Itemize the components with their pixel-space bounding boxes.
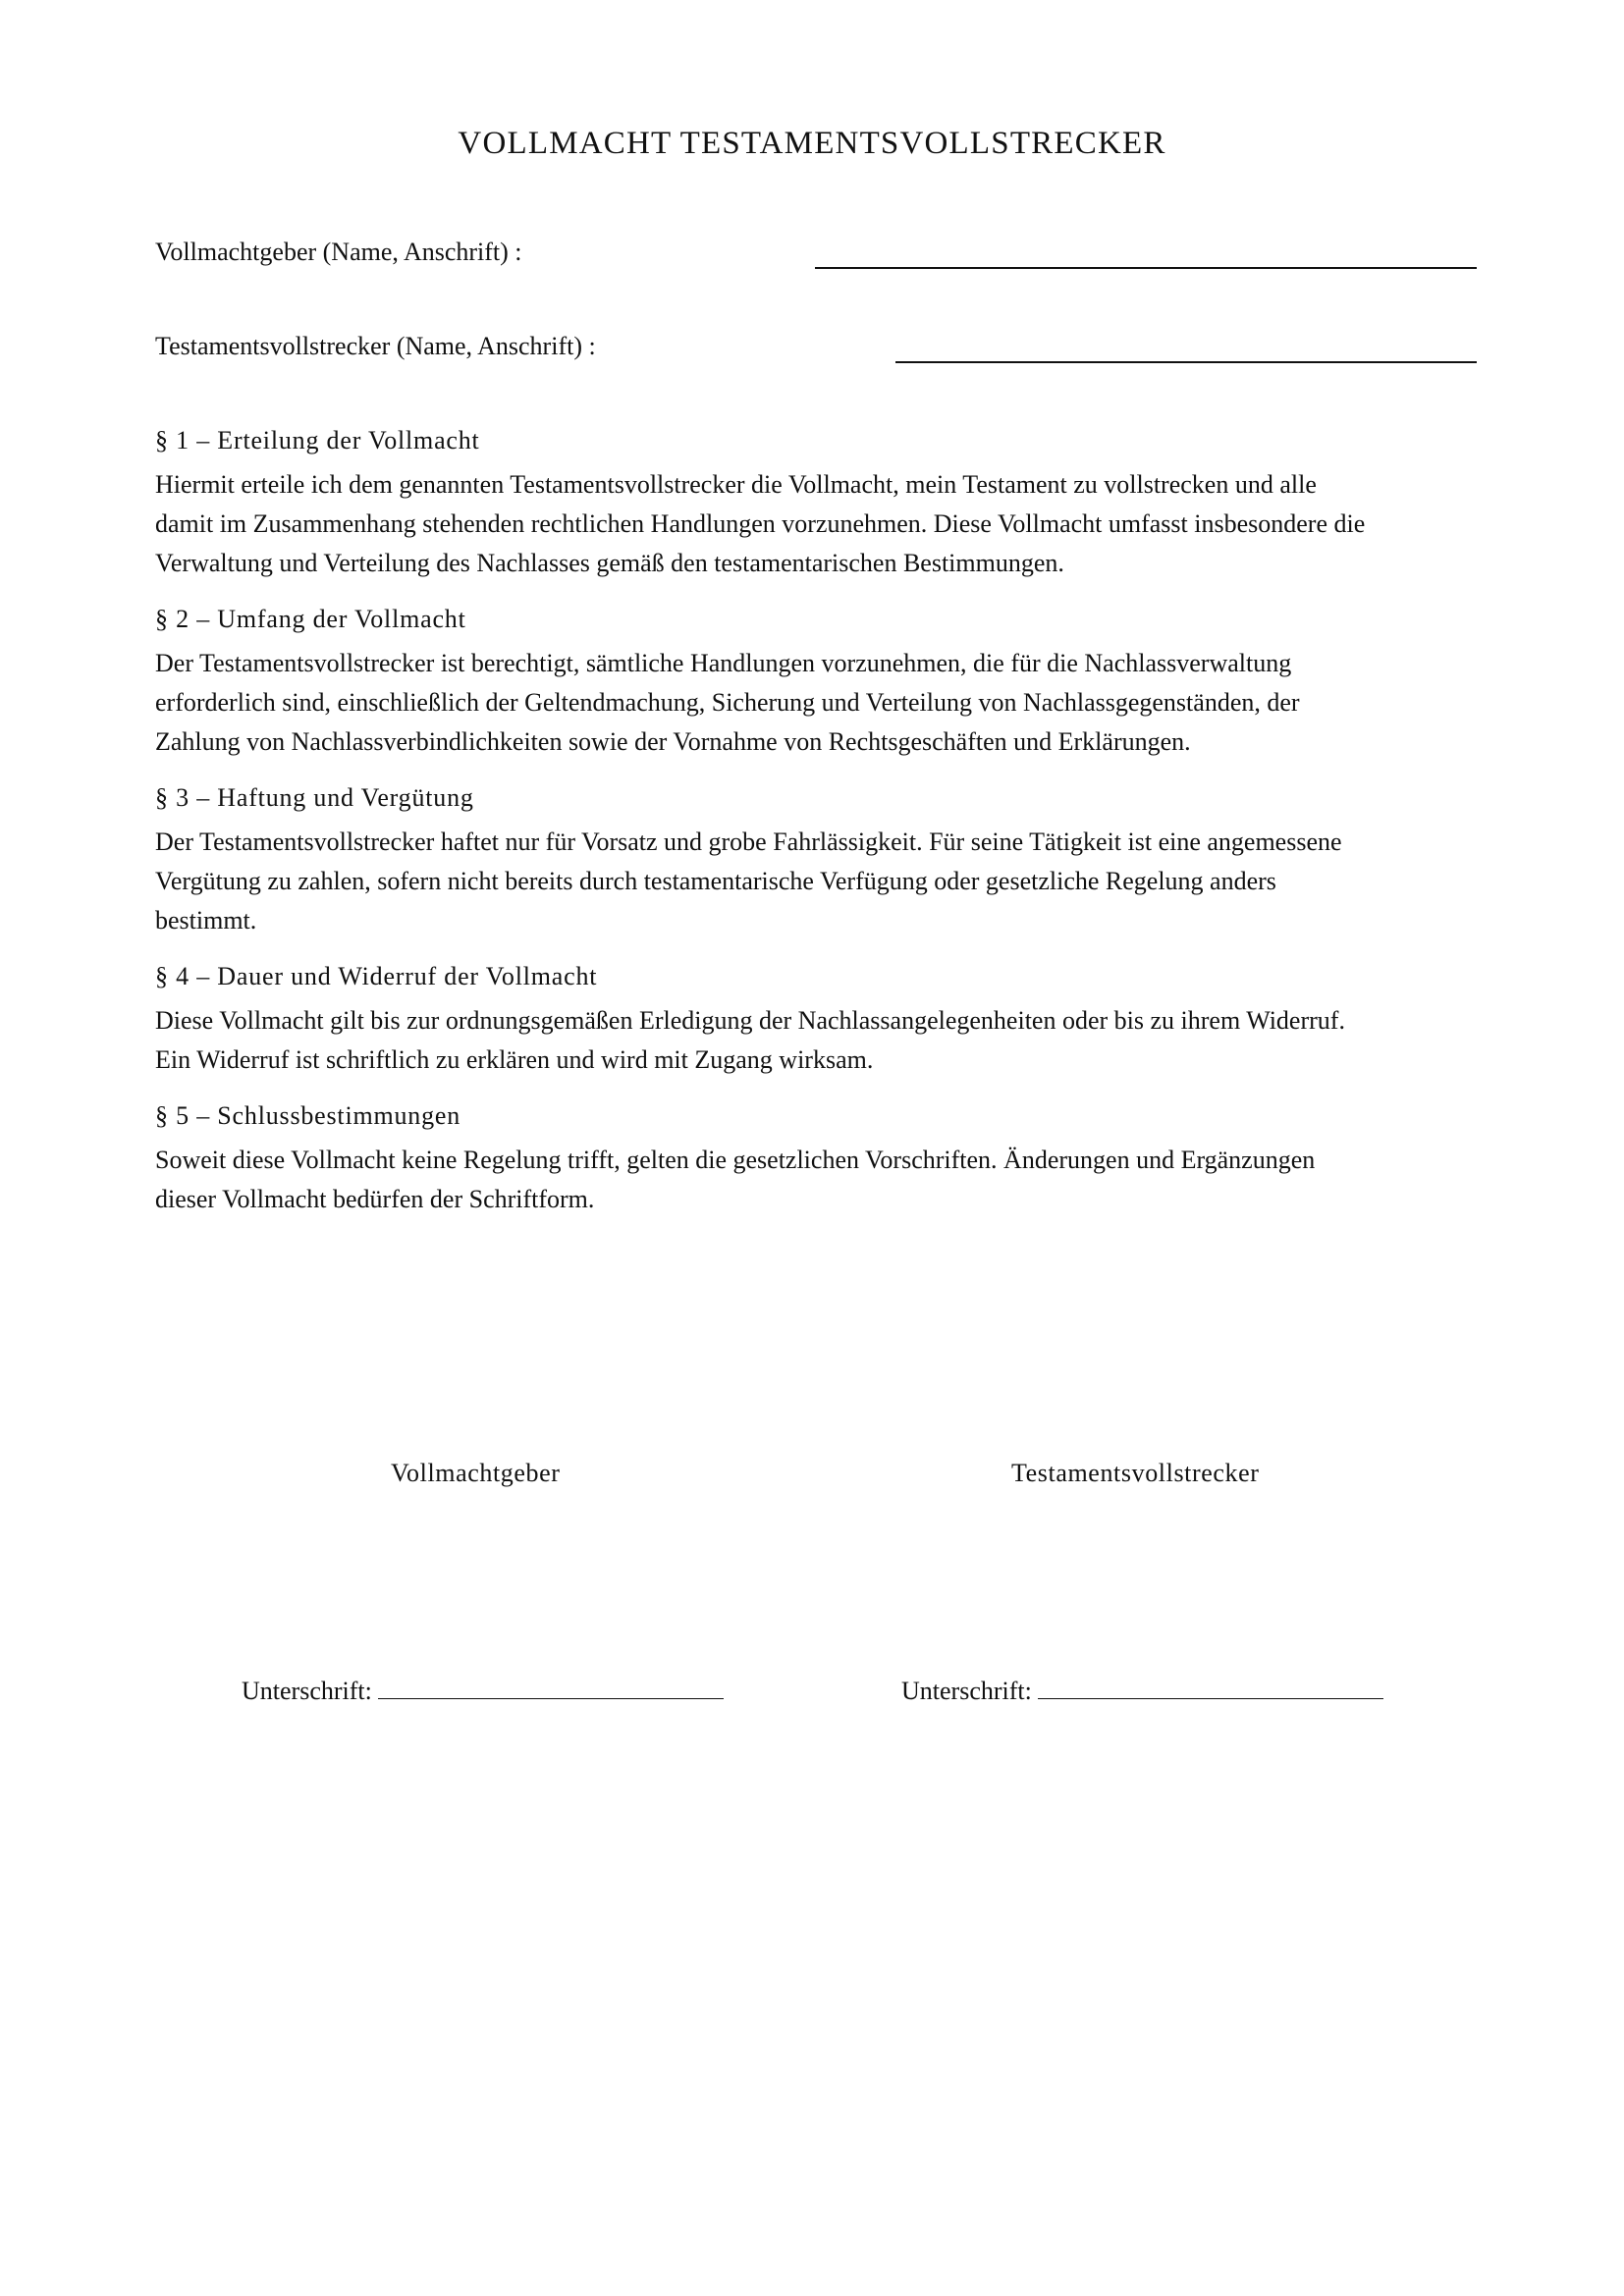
section-text-line: damit im Zusammenhang stehenden rechtlichen Handlungen vorzunehmen. Diese Vollmacht umfasst insbesondere die [155, 509, 1366, 538]
section-body [155, 644, 1477, 762]
grantor-role-label: Vollmachtgeber [391, 1459, 561, 1487]
section-body [155, 1001, 1477, 1080]
section-text-line: dieser Vollmacht bedürfen der Schriftform. [155, 1185, 595, 1213]
section-body [155, 465, 1477, 583]
section-heading: § 1 – Erteilung der Vollmacht [155, 426, 480, 454]
executor-label: Testamentsvollstrecker (Name, Anschrift) : [155, 332, 596, 360]
grantor-label: Vollmachtgeber (Name, Anschrift) : [155, 238, 522, 266]
section-heading: § 3 – Haftung und Vergütung [155, 783, 474, 812]
grantor-fill-line[interactable] [815, 267, 1477, 269]
section-1 [155, 424, 1477, 583]
grantor-field [155, 236, 1477, 275]
section-heading: § 4 – Dauer und Widerruf der Vollmacht [155, 962, 598, 990]
grantor-signature-line[interactable] [378, 1698, 724, 1699]
signature-label: Unterschrift: [901, 1677, 1032, 1705]
section-heading: § 2 – Umfang der Vollmacht [155, 605, 466, 633]
section-text-line: Vergütung zu zahlen, sofern nicht bereits durch testamentarische Verfügung oder gesetzliche Regelung anders [155, 867, 1276, 895]
section-3 [155, 781, 1477, 940]
section-2 [155, 603, 1477, 762]
section-text-line: erforderlich sind, einschließlich der Geltendmachung, Sicherung und Verteilung von Nachlassgegenständen, der [155, 688, 1300, 717]
section-text-line: Diese Vollmacht gilt bis zur ordnungsgemäßen Erledigung der Nachlassangelegenheiten oder bis zu ihrem Widerruf. [155, 1006, 1345, 1035]
section-text-line: Der Testamentsvollstrecker haftet nur für Vorsatz und grobe Fahrlässigkeit. Für seine Tätigkeit ist eine angemessene [155, 828, 1342, 856]
section-text-line: Ein Widerruf ist schriftlich zu erklären und wird mit Zugang wirksam. [155, 1045, 874, 1074]
executor-role-label: Testamentsvollstrecker [1011, 1459, 1260, 1487]
section-heading: § 5 – Schlussbestimmungen [155, 1101, 461, 1130]
document-title: VOLLMACHT TESTAMENTSVOLLSTRECKER [458, 126, 1166, 161]
section-text-line: Verwaltung und Verteilung des Nachlasses gemäß den testamentarischen Bestimmungen. [155, 549, 1064, 577]
section-body [155, 823, 1477, 940]
section-4 [155, 960, 1477, 1080]
signature-label: Unterschrift: [242, 1677, 372, 1705]
executor-signature-block [901, 1675, 1383, 1708]
section-body [155, 1141, 1477, 1219]
sections [155, 424, 1477, 1239]
executor-signature-line[interactable] [1038, 1698, 1383, 1699]
section-text-line: Hiermit erteile ich dem genannten Testamentsvollstrecker die Vollmacht, mein Testament zu vollstrecken und alle [155, 470, 1317, 499]
section-text-line: bestimmt. [155, 906, 257, 934]
section-text-line: Der Testamentsvollstrecker ist berechtigt, sämtliche Handlungen vorzunehmen, die für die Nachlassverwaltung [155, 649, 1292, 677]
section-5 [155, 1099, 1477, 1219]
section-text-line: Zahlung von Nachlassverbindlichkeiten sowie der Vornahme von Rechtsgeschäften und Erklärungen. [155, 727, 1191, 756]
grantor-signature-block [242, 1675, 724, 1708]
executor-fill-line[interactable] [895, 361, 1477, 363]
section-text-line: Soweit diese Vollmacht keine Regelung trifft, gelten die gesetzlichen Vorschriften. Änderungen und Ergänzungen [155, 1146, 1316, 1174]
executor-field [155, 330, 1477, 369]
